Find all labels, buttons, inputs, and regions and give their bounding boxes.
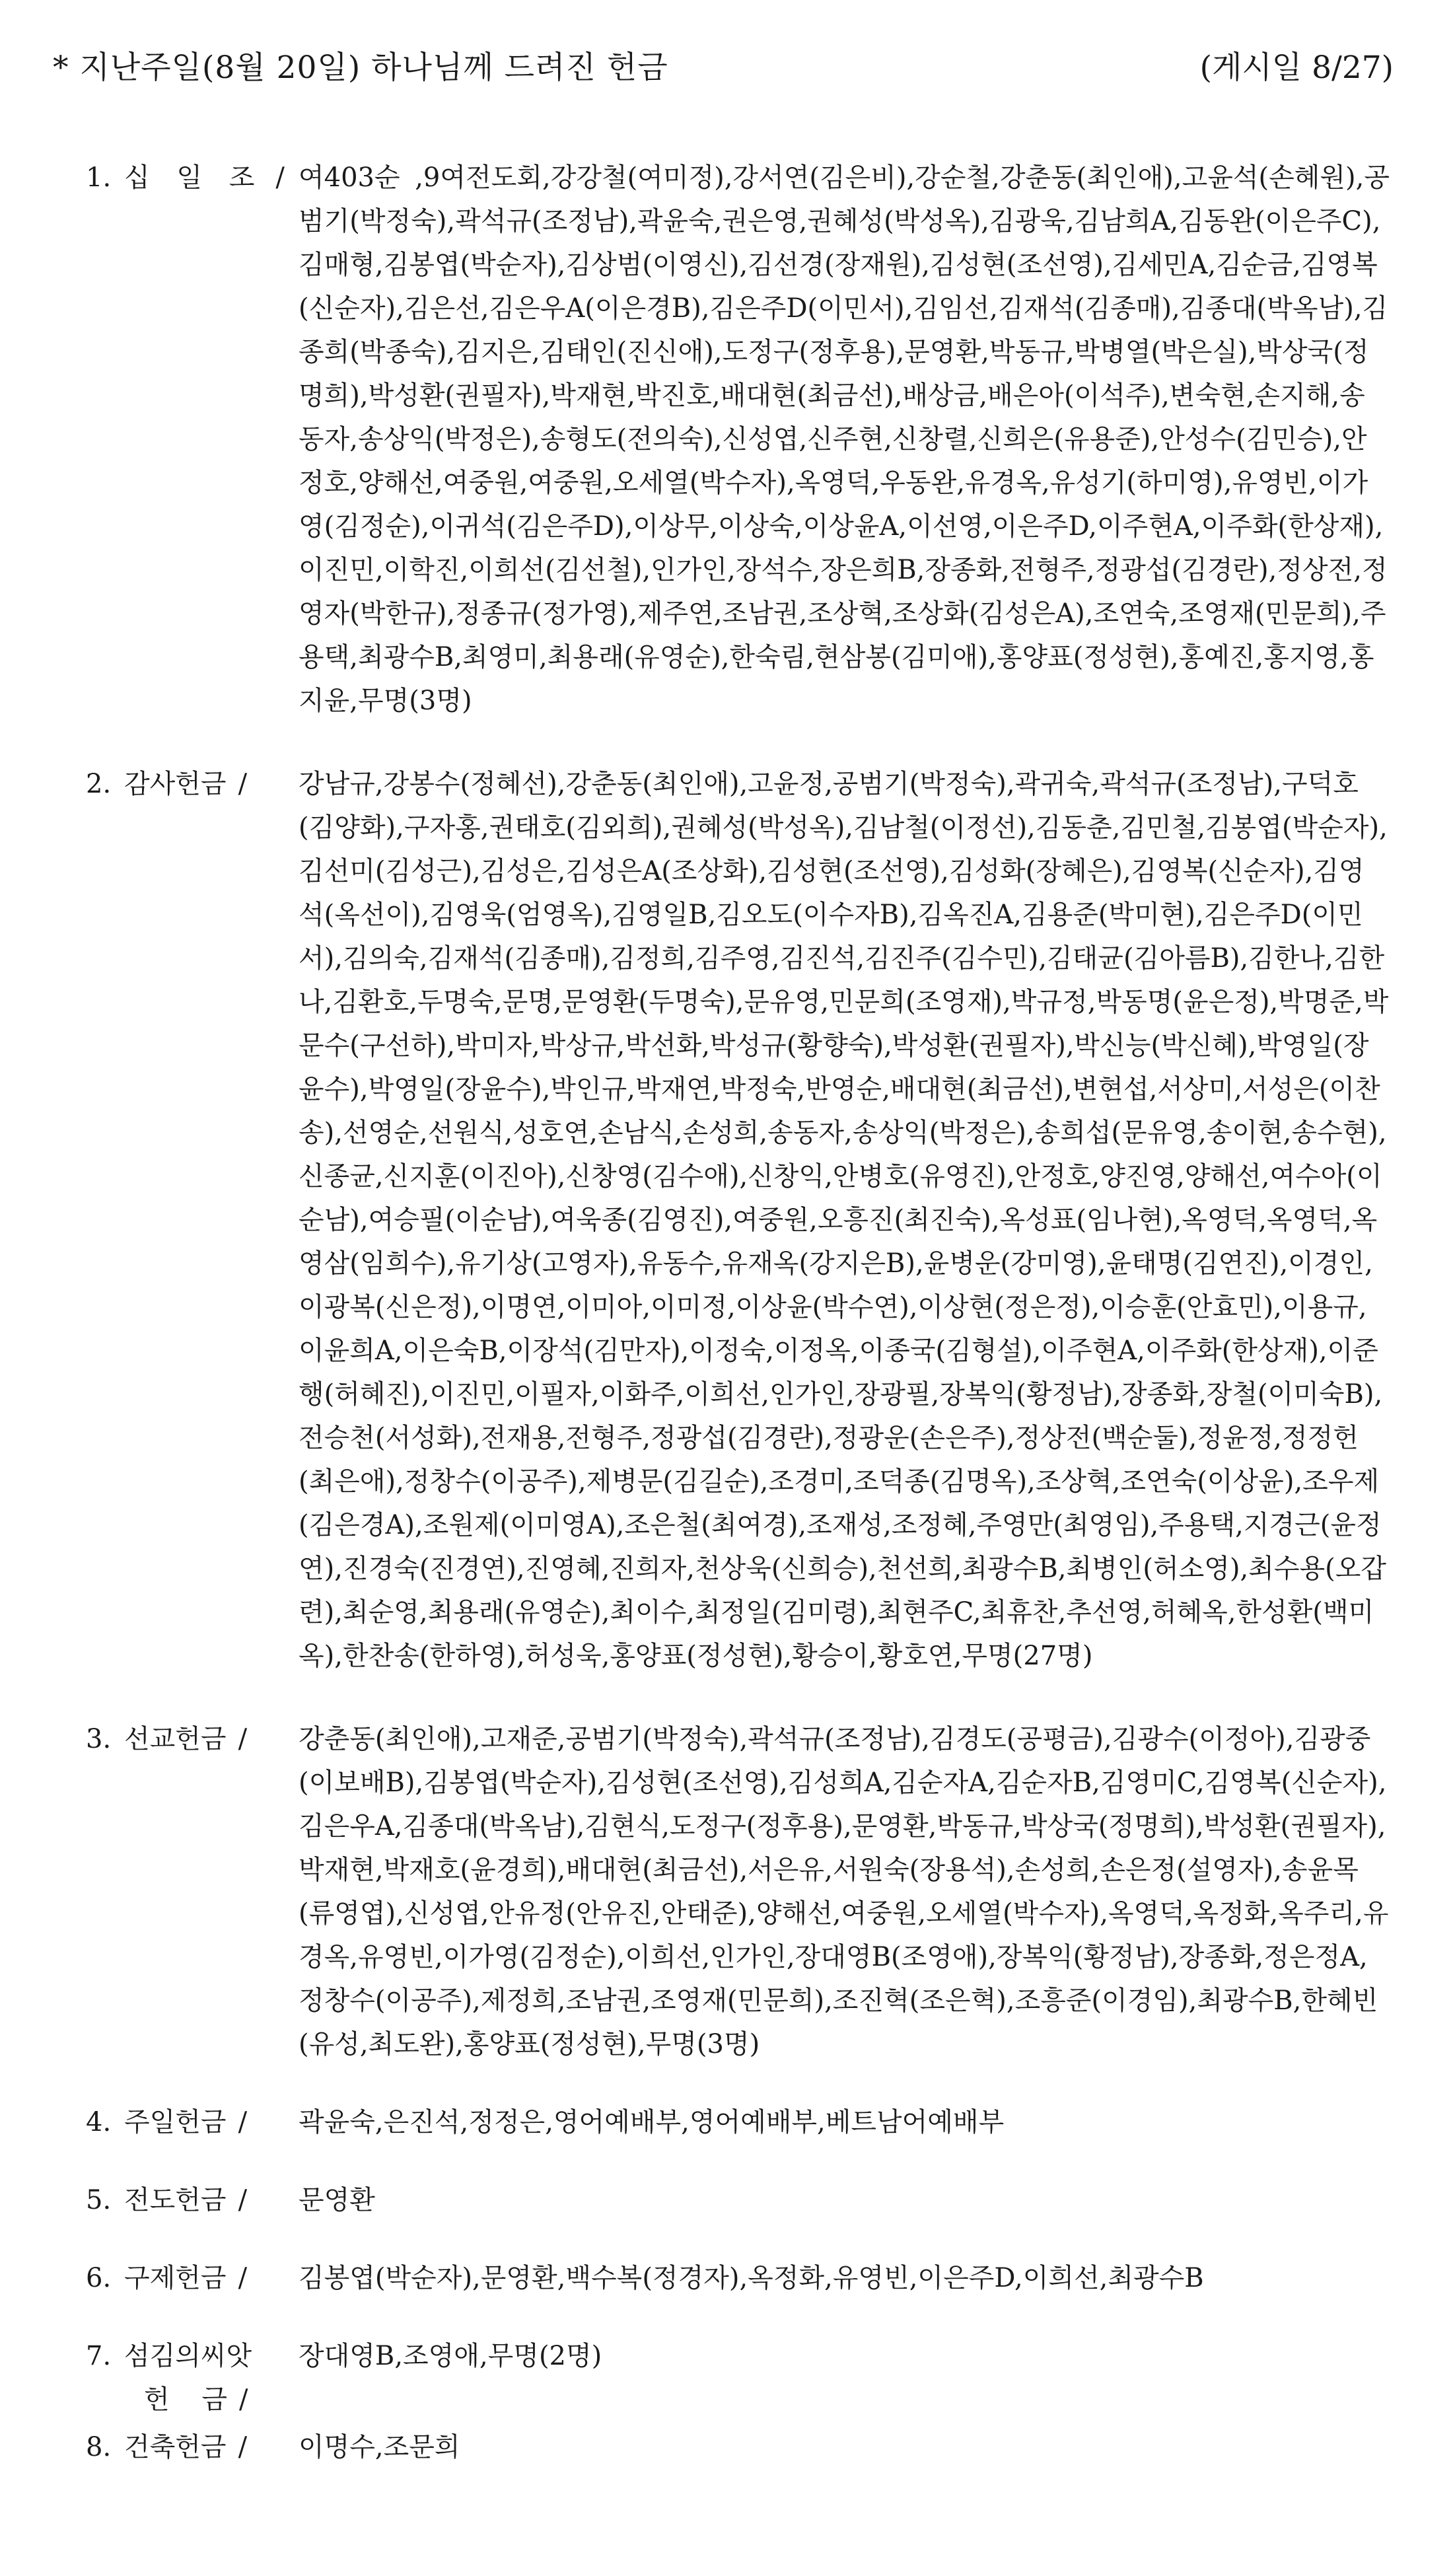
- label-separator: /: [238, 1724, 248, 1754]
- offering-section-evangelism: [53, 2178, 1394, 2222]
- label-separator: /: [238, 2263, 248, 2293]
- section-label: [53, 156, 299, 199]
- section-label: [53, 1717, 299, 1761]
- section-label: [53, 2178, 299, 2222]
- section-number: 7.: [86, 2341, 112, 2371]
- section-name-line2: 헌 금: [144, 2384, 239, 2415]
- section-number: 3.: [86, 1724, 112, 1754]
- label-separator: /: [239, 2384, 248, 2415]
- section-name: 구제헌금: [124, 2263, 227, 2293]
- section-name: 주일헌금: [124, 2107, 227, 2137]
- label-separator: /: [238, 2432, 248, 2462]
- offering-section-relief: [53, 2256, 1394, 2300]
- page-title: * 지난주일(8월 20일) 하나님께 드려진 헌금: [53, 50, 668, 86]
- section-name: [124, 2334, 252, 2421]
- donor-list: 여403순 ,9여전도회,강강철(여미정),강서연(김은비),강순철,강춘동(최인애),고윤석(손혜원),공범기(박정숙),곽석규(조정남),곽윤숙,권은영,권혜성(박성옥),김광욱,김남희A,김동완(이은주C),김매형,김봉엽(박순자),김상범(이영신),김선경(장재원),김성현(조선영),김세민A,김순금,김영복(신순자),김은선,김은우A(이은경B),김은주D(이민서),김임선,김재석(김종매),김종대(박옥남),김종희(박종숙),김지은,김태인(진신애),도정구(정후용),문영환,박동규,박병열(박은실),박상국(정명희),박성환(권필자),박재현,박진호,배대현(최금선),배상금,배은아(이석주),변숙현,손지해,송동자,송상익(박정은),송형도(전의숙),신성엽,신주현,신창렬,신희은(유용준),안성수(김민승),안정호,양해선,여중원,여중원,오세열(박수자),옥영덕,우동완,유경옥,유성기(하미영),유영빈,이가영(김정순),이귀석(김은주D),이상무,이상숙,이상윤A,이선영,이은주D,이주현A,이주화(한상재),이진민,이학진,이희선(김선철),인가인,장석수,장은희B,장종화,전형주,정광섭(김경란),정상전,정영자(박한규),정종규(정가영),제주연,조남권,조상혁,조상화(김성은A),조연숙,조영재(민문희),주용택,최광수B,최영미,최용래(유영순),한숙림,현삼봉(김미애),홍양표(정성현),홍예진,홍지영,홍지윤,무명(3명): [299, 162, 1390, 716]
- donor-list: 문영환: [299, 2185, 375, 2215]
- donor-list: 강남규,강봉수(정혜선),강춘동(최인애),고윤정,공범기(박정숙),곽귀숙,곽석규(조정남),구덕호(김양화),구자홍,권태호(김외희),권혜성(박성옥),김남철(이정선),김동춘,김민철,김봉엽(박순자),김선미(김성근),김성은,김성은A(조상화),김성현(조선영),김성화(장혜은),김영복(신순자),김영석(옥선이),김영욱(엄영옥),김영일B,김오도(이수자B),김옥진A,김용준(박미현),김은주D(이민서),김의숙,김재석(김종매),김정희,김주영,김진석,김진주(김수민),김태균(김아름B),김한나,김한나,김환호,두명숙,문명,문영환(두명숙),문유영,민문희(조영재),박규정,박동명(윤은정),박명준,박문수(구선하),박미자,박상규,박선화,박성규(황향숙),박성환(권필자),박신능(박신혜),박영일(장윤수),박영일(장윤수),박인규,박재연,박정숙,반영순,배대현(최금선),변현섭,서상미,서성은(이찬송),선영순,선원식,성호연,손남식,손성희,송동자,송상익(박정은),송희섭(문유영,송이현,송수현),신종균,신지훈(이진아),신창영(김수애),신창익,안병호(유영진),안정호,양진영,양해선,여수아(이순남),여승필(이순남),여욱종(김영진),여중원,오흥진(최진숙),옥성표(임나현),옥영덕,옥영덕,옥영삼(임희수),유기상(고영자),유동수,유재옥(강지은B),윤병운(강미영),윤태명(김연진),이경인,이광복(신은정),이명연,이미아,이미정,이상윤(박수연),이상현(정은정),이승훈(안효민),이용규,이윤희A,이은숙B,이장석(김만자),이정숙,이정옥,이종국(김형설),이주현A,이주화(한상재),이준행(허혜진),이진민,이필자,이화주,이희선,인가인,장광필,장복익(황정남),장종화,장철(이미숙B),전승천(서성화),전재용,전형주,정광섭(김경란),정광운(손은주),정상전(백순둘),정윤정,정정헌(최은애),정창수(이공주),제병문(김길순),조경미,조덕종(김명옥),조상혁,조연숙(이상윤),조우제(김은경A),조원제(이미영A),조은철(최여경),조재성,조정혜,주영만(최영임),주용택,지경근(윤정연),진경숙(진경연),진영혜,진희자,천상욱(신희승),천선희,최광수B,최병인(허소영),최수용(오갑련),최순영,최용래(유영순),최이수,최정일(김미령),최현주C,최휴찬,추선영,허혜옥,한성환(백미옥),한찬송(한하영),허성욱,홍양표(정성현),황승이,황호연,무명(27명): [299, 769, 1389, 1671]
- section-label: [53, 2256, 299, 2300]
- label-separator: /: [238, 769, 248, 799]
- offering-section-mission: [53, 1717, 1394, 2066]
- section-number: 2.: [86, 769, 112, 799]
- offering-section-thanksgiving: [53, 762, 1394, 1678]
- section-number: 8.: [86, 2432, 112, 2462]
- section-name-line1: 섬김의씨앗: [124, 2341, 252, 2371]
- donor-list: 곽윤숙,은진석,정정은,영어예배부,영어예배부,베트남어예배부: [299, 2107, 1005, 2137]
- section-name: 십 일 조: [124, 162, 264, 193]
- section-number: 5.: [86, 2185, 112, 2215]
- donor-list: 장대영B,조영애,무명(2명): [299, 2341, 602, 2371]
- donor-list: 김봉엽(박순자),문영환,백수복(정경자),옥정화,유영빈,이은주D,이희선,최광수B: [299, 2263, 1204, 2293]
- section-label: [53, 2425, 299, 2469]
- section-name: 전도헌금: [124, 2185, 227, 2215]
- offering-section-tithe: [53, 156, 1394, 723]
- posting-date: (게시일 8/27): [1199, 50, 1394, 86]
- section-number: 6.: [86, 2263, 112, 2293]
- section-name: 건축헌금: [124, 2432, 227, 2462]
- section-number: 4.: [86, 2107, 112, 2137]
- section-number: 1.: [86, 162, 112, 193]
- section-label: [53, 2100, 299, 2144]
- section-label: [53, 762, 299, 806]
- bulletin-header: [53, 45, 1394, 91]
- section-label: [53, 2334, 299, 2421]
- donor-list: 이명수,조문희: [299, 2432, 460, 2462]
- offering-section-seed-of-service: [53, 2334, 1394, 2421]
- label-separator: /: [238, 2107, 248, 2137]
- label-separator: /: [275, 162, 285, 193]
- offering-section-building: [53, 2425, 1394, 2469]
- section-name: 감사헌금: [124, 769, 227, 799]
- section-name: 선교헌금: [124, 1724, 227, 1754]
- offering-section-sunday: [53, 2100, 1394, 2144]
- label-separator: /: [238, 2185, 248, 2215]
- donor-list: 강춘동(최인애),고재준,공범기(박정숙),곽석규(조정남),김경도(공평금),김광수(이정아),김광중(이보배B),김봉엽(박순자),김성현(조선영),김성희A,김순자A,김순자B,김영미C,김영복(신순자),김은우A,김종대(박옥남),김현식,도정구(정후용),문영환,박동규,박상국(정명희),박성환(권필자),박재현,박재호(윤경희),배대현(최금선),서은유,서원숙(장용석),손성희,손은정(설영자),송윤목(류영엽),신성엽,안유정(안유진,안태준),양해선,여중원,오세열(박수자),옥영덕,옥정화,옥주리,유경옥,유영빈,이가영(김정순),이희선,인가인,장대영B(조영애),장복익(황정남),장종화,정은정A,정창수(이공주),제정희,조남권,조영재(민문희),조진혁(조은혁),조흥준(이경임),최광수B,한혜빈(유성,최도완),홍양표(정성현),무명(3명): [299, 1724, 1389, 2059]
